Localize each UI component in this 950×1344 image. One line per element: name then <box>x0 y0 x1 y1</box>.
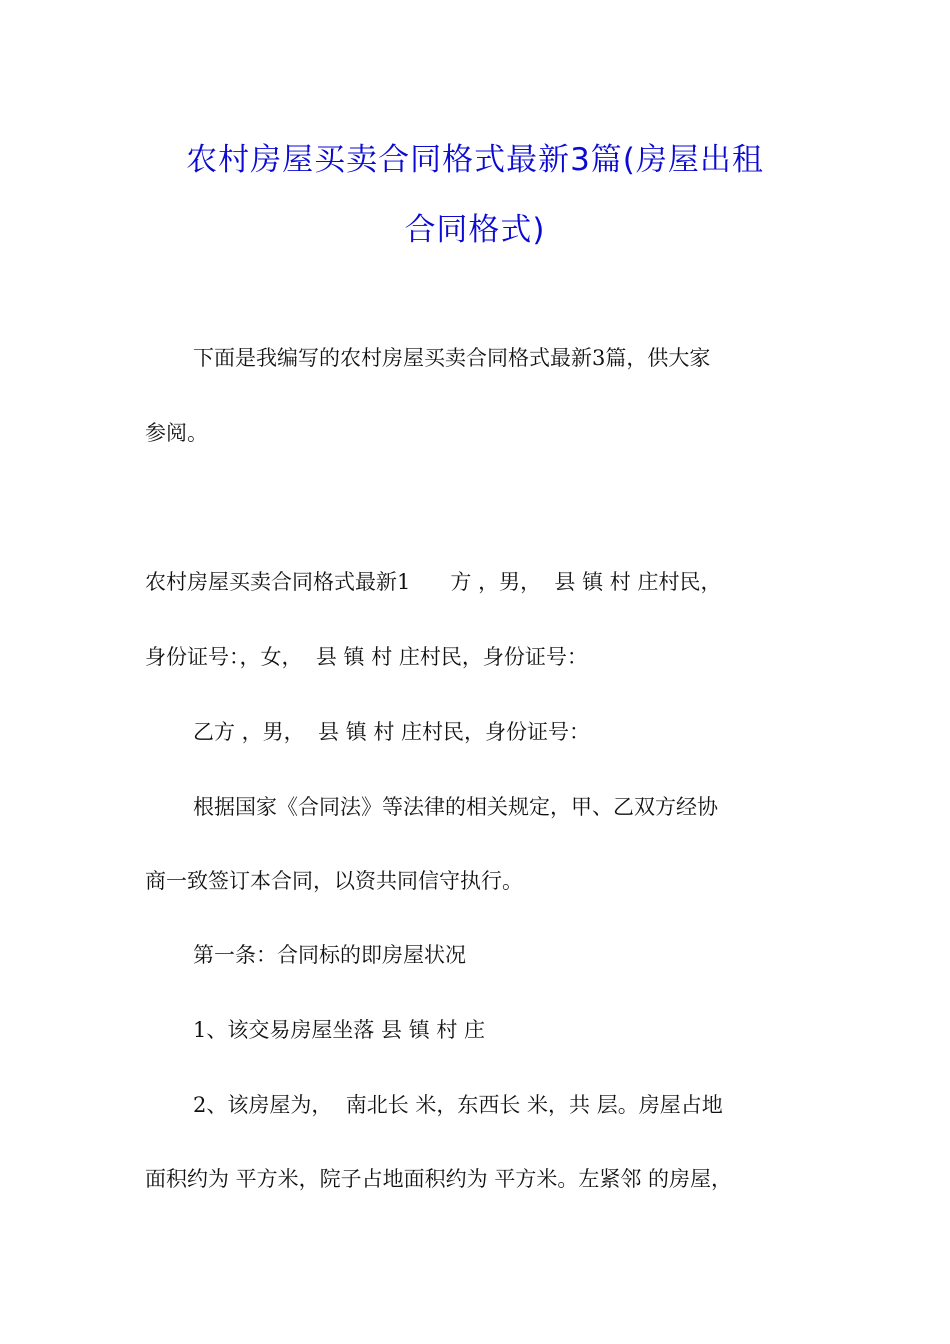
contract-heading-line: 农村房屋买卖合同格式最新1 方 ，男， 县 镇 村 庄村民， <box>145 570 722 594</box>
party-b-line: 乙方 ，男， 县 镇 村 庄村民，身份证号： <box>193 720 591 744</box>
article-clause: 2、该房屋为， 南北长 米，东西长 米，共 层。房屋占地 <box>193 1093 723 1117</box>
article-clause: 1、该交易房屋坐落 县 镇 村 庄 <box>193 1018 486 1042</box>
intro-paragraph-line: 下面是我编写的农村房屋买卖合同格式最新3篇，供大家 <box>193 346 711 370</box>
document-title-line-1: 农村房屋买卖合同格式最新3篇(房屋出租 <box>186 142 764 178</box>
article-clause: 面积约为 平方米，院子占地面积约为 平方米。左紧邻 的房屋， <box>145 1167 733 1191</box>
preamble-line: 根据国家《合同法》等法律的相关规定，甲、乙双方经协 <box>193 795 718 819</box>
party-a-line: 身份证号：，女， 县 镇 村 庄村民，身份证号： <box>145 645 588 669</box>
preamble-line: 商一致签订本合同，以资共同信守执行。 <box>145 869 523 893</box>
intro-paragraph-line: 参阅。 <box>145 421 208 445</box>
article-heading: 第一条：合同标的即房屋状况 <box>193 943 466 967</box>
document-title-line-2: 合同格式) <box>404 212 546 248</box>
